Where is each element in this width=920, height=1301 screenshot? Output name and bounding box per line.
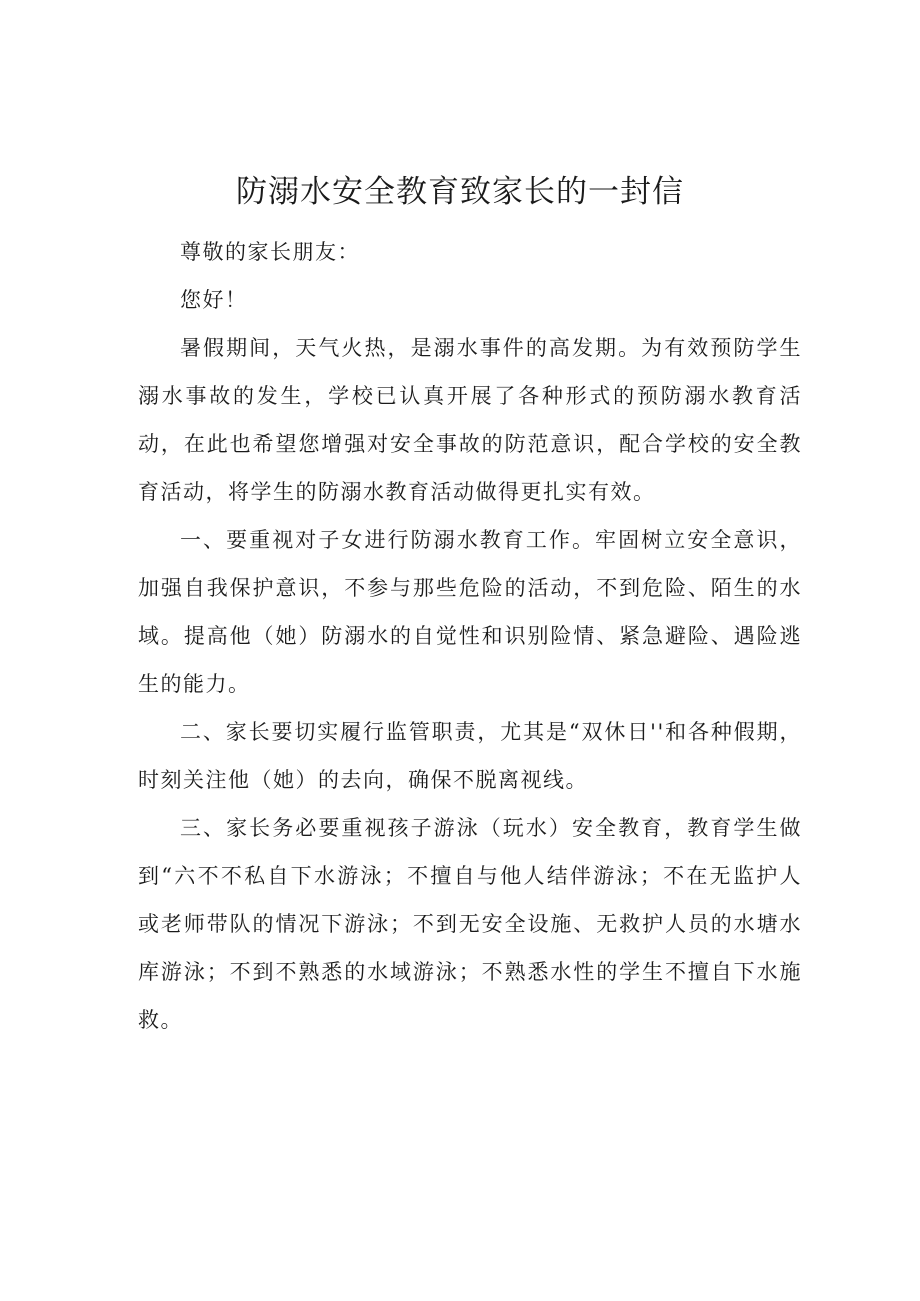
document-title: 防溺水安全教育致家长的一封信 [236, 174, 684, 210]
paragraph-point-2: 二、家长要切实履行监管职责，尤其是“双休日''和各种假期，时刻关注他（她）的去向，确保不脱离视线。 [138, 720, 802, 792]
paragraph-point-3: 三、家长务必要重视孩子游泳（玩水）安全教育，教育学生做到“六不不私自下水游泳；不擅自与他人结伴游泳；不在无监护人或老师带队的情况下游泳；不到无安全设施、无救护人员的水塘水库游泳；不到不熟悉的水域游泳；不熟悉水性的学生不擅自下水施救。 [138, 816, 802, 1032]
paragraph-point-1: 一、要重视对子女进行防溺水教育工作。牢固树立安全意识，加强自我保护意识，不参与那些危险的活动，不到危险、陌生的水域。提高他（她）防溺水的自觉性和识别险情、紧急避险、遇险逃生的能力。 [138, 528, 802, 696]
letter-body [138, 228, 802, 1044]
salutation: 尊敬的家长朋友： [180, 240, 360, 264]
greeting: 您好！ [180, 288, 248, 312]
paragraph-intro: 暑假期间，天气火热，是溺水事件的高发期。为有效预防学生溺水事故的发生，学校已认真开展了各种形式的预防溺水教育活动，在此也希望您增强对安全事故的防范意识，配合学校的安全教育活动，将学生的防溺水教育活动做得更扎实有效。 [138, 336, 802, 504]
